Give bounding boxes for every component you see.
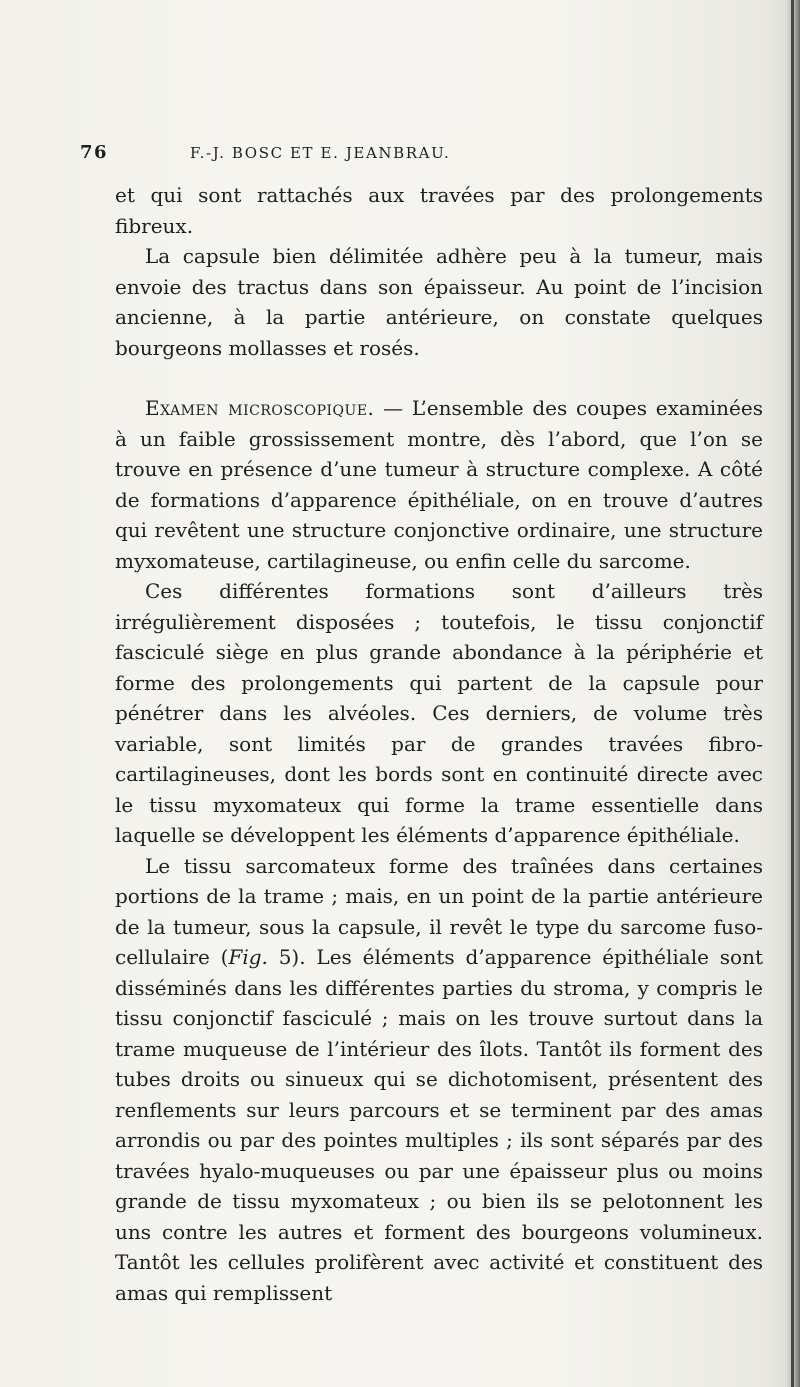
paragraph-formations: Ces différentes formations sont d’ailleurs très irrégulièrement disposées ; toutefois, le tissu conjonctif fasciculé siège en plus grande abondance à la périphérie et forme des prolongements qui partent de la capsule pour pénétrer dans les alvéoles. Ces derniers, de volume très variable, sont limités par de grandes travées fibro-cartilagineuses, dont les bords sont en continuité directe avec le tissu myxomateux qui forme la trame essentielle dans laquelle se développent les éléments d’apparence épithéliale. [115, 579, 763, 847]
page-number: 76 [80, 142, 109, 163]
paragraph-sarcoma-text-a: Le tissu sarcomateux forme des traînées dans certaines portions de la trame ; mais, en un point de la partie antérieure de la tumeur, sous la capsule, il revêt le type du sarcome fuso-cellulaire ( [115, 853, 763, 969]
paragraph-microscopic-exam [115, 393, 763, 576]
section-heading: Examen microscopique. [145, 396, 375, 420]
page-header [80, 142, 770, 172]
paragraph-sarcoma [115, 851, 763, 1309]
paragraph-microscopic-text: — L’ensemble des coupes examinées à un faible grossissement montre, dès l’abord, que l’on se trouve en présence d’une tumeur à structure complexe. A côté de formations d’apparence épithéliale, on en trouve d’autres qui revêtent une structure conjonctive ordinaire, une structure myxomateuse, cartilagineuse, ou enfin celle du sarcome. [115, 396, 763, 573]
paragraph-continuation: et qui sont rattachés aux travées par des prolongements fibreux. [115, 183, 763, 238]
paragraph-sarcoma-text-b: 5). Les éléments d’apparence épithéliale sont disséminés dans les différentes parties du stroma, y compris le tissu conjonctif fasciculé ; mais on les trouve surtout dans la trame muqueuse de l’intérieur des îlots. Tantôt ils forment des tubes droits ou sinueux qui se dichotomisent, présentent des renflements sur leurs parcours et se terminent par des amas arrondis ou par des pointes multiples ; ils sont séparés par des travées hyalo-muqueuses ou par une épaisseur plus ou moins grande de tissu myxomateux ; ou bien ils se pelotonnent les uns contre les autres et forment des bourgeons volumineux. Tantôt les cellules prolifèrent avec activité et constituent des amas qui remplissent [115, 945, 763, 1305]
figure-reference: Fig. [228, 945, 268, 969]
paragraph-capsule: La capsule bien délimitée adhère peu à la tumeur, mais envoie des tractus dans son épaisseur. Au point de l’incision ancienne, à la partie antérieure, on constate quelques bourgeons mollasses et rosés. [115, 244, 763, 360]
running-head: F.-J. BOSC ET E. JEANBRAU. [190, 144, 451, 162]
body-text [115, 180, 763, 1308]
page-edge-line [791, 0, 794, 1387]
